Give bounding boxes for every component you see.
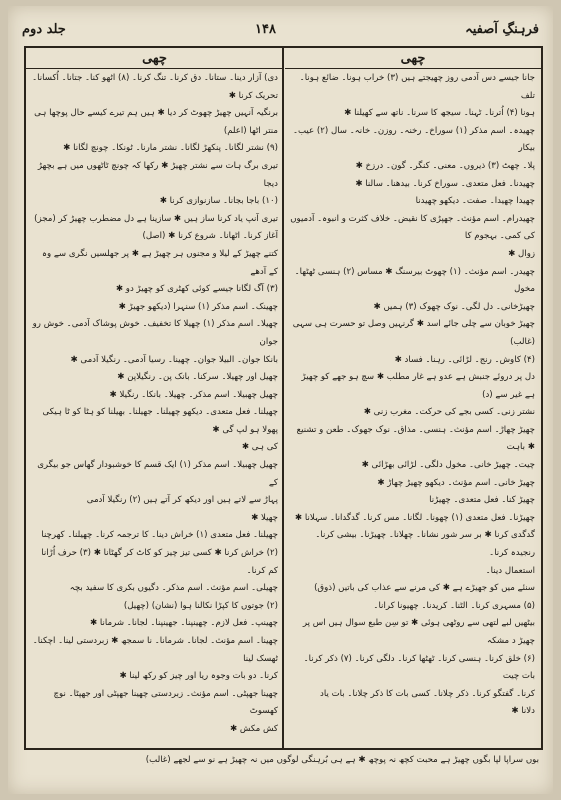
dictionary-line: زوال ✱ xyxy=(508,248,535,259)
volume-label: جلد دوم xyxy=(22,21,66,37)
dictionary-line: برنگیہ آنہیں چھیڑ چھوٹ کر دیا ✱ ہیں ہم تیرے کیسے حال پوچھا ہی منتر اٹھا (اعلم) xyxy=(34,108,278,136)
dictionary-line: کش مکش ✱ xyxy=(229,723,278,734)
dictionary-line: چیت۔ چھیڑ خانی۔ مخول دلگی۔ لڑائی بھڑائی ✱ xyxy=(361,460,535,471)
running-header xyxy=(22,18,539,40)
dictionary-line: سنئے میں کو جھیڑے ہے ✱ کی مرنے سے عذاب کی باتیں (ذوق) xyxy=(314,583,535,594)
dictionary-line: دل پر دروئے جنبش ہے عدو ہے غار مطلب ✱ سچ ہو جھے کو چھیڑ ہے غیر سے (د) xyxy=(301,372,535,400)
dictionary-line: چھیدرام۔ اسم مؤنث۔ جھپڑی کا نقیض۔ خلاف کثرت و انبوہ۔ آدمیوں کی کمی۔ بہجوم کا xyxy=(290,213,535,242)
dictionary-line: کم کرنا۔ xyxy=(246,565,278,576)
dictionary-line: چھیلا ✱ xyxy=(251,512,278,523)
dictionary-line: چھینپ۔ فعل لازم۔ چھینپنا۔ جھینپنا۔ لجانا۔ شرمانا ✱ xyxy=(89,618,278,629)
dictionary-line: (۲) جوتوں کا کپڑا نکالنا ہوا (نشان) (چھیل) xyxy=(123,600,278,611)
dictionary-line: چھیل چھبیلا۔ اسم مذکر (۱) ایک قسم کا خوشبودار گھاس جو بیگری کے xyxy=(37,460,278,488)
column-divider xyxy=(282,48,284,748)
dictionary-line: چھیدنا۔ فعل متعدی۔ سوراخ کرنا۔ بیدھنا۔ سالنا ✱ xyxy=(355,178,535,189)
dictionary-line: آغاز کرنا۔ اٹھانا۔ شروع کرنا ✱ (اصل) xyxy=(142,231,278,242)
dictionary-line: (۱۰) باجا بجانا۔ سازنوازی کرنا ✱ xyxy=(159,196,278,207)
dictionary-line: چھینا۔ اسم مؤنث۔ لجانا۔ شرمانا۔ نا سمجھ ✱ زبردستی لینا۔ اچکنا۔ ٹھسک لینا xyxy=(32,636,278,664)
dictionary-line: کرنا۔ گفتگو کرنا۔ ذکر چلانا۔ کسی بات کا ذکر چلانا۔ بات یاد xyxy=(320,688,535,699)
dictionary-line: تحریک کرنا ✱ xyxy=(228,90,278,101)
dictionary-line: کی ہی ✱ xyxy=(241,442,278,453)
dictionary-line: (۶) خلق کرنا۔ ہنسی کرنا۔ ٹھٹھا کرنا۔ دلگی کرنا۔ (۷) ذکر کرنا۔ بات چیت xyxy=(303,653,535,682)
page-sheet xyxy=(8,6,553,794)
book-title: فرہنگِ آصفیہ xyxy=(465,21,539,37)
dictionary-line: پلا۔ چھٹ (۳) ذیروں۔ معنی۔ کنگر۔ گون۔ درزخ ✱ xyxy=(355,160,535,171)
dictionary-line: پہاڑ سے لاتے ہیں اور دیکھ کر آتے ہیں (۲) رنگیلا آدمی xyxy=(86,495,278,506)
dictionary-line: نشتر زنی۔ کسی بجے کی حرکت۔ مغرب زنی ✱ xyxy=(363,407,535,418)
right-column-heading: چھی xyxy=(285,48,541,69)
dictionary-line: استعمال دینا۔ xyxy=(485,565,535,576)
dictionary-line: دی) آزار دینا۔ ستانا۔ دق کرنا۔ تنگ کرنا۔ (۸) اٹھو کنا۔ جتانا۔ اُکسانا۔ xyxy=(32,73,278,83)
dictionary-line: کرنا۔ دو بات وجوہ ریا اور چیز کو رکھ لینا ✱ xyxy=(119,671,278,682)
dictionary-line: چھیدہ۔ اسم مذکر (۱) سوراخ۔ رخنہ۔ روزن۔ خانہ۔ سال (۲) عیب۔ بیکار xyxy=(292,125,535,154)
dictionary-line: چھیدا چھیدا۔ صفت۔ دیکھو چھیدنا xyxy=(415,196,535,207)
left-column-heading: چھی xyxy=(26,48,283,69)
dictionary-line: گدگدی کرنا ✱ بر سر شور نشانا۔ چھلانا۔ چھیڑنا۔ بیشی کرنا۔ رنجیدہ کرنا۔ xyxy=(315,530,535,559)
dictionary-line: (۴) کاوش۔ رنج۔ لڑائی۔ رہنا۔ فساد ✱ xyxy=(394,354,535,365)
dictionary-line: چھیڑ خوبان سے چلی جائے اسد ✱ گرنہیں وصل تو حسرت ہی سہی (غالب) xyxy=(292,319,535,347)
dictionary-line: چھیڑخانی۔ دل لگی۔ نوک چھوک (۳) ہمیں ✱ xyxy=(373,301,535,312)
dictionary-line: (۳) آگ لگانا جیسے کوئی کھٹری کو چھیڑ دو ✱ xyxy=(115,284,278,295)
dictionary-line: چھیلا۔ اسم مذکر (۱) چھیلا کا تخفیف۔ خوش پوشاک آدمی۔ خوش رو جوان xyxy=(32,319,278,347)
dictionary-line: دلانا ✱ xyxy=(511,706,535,717)
dictionary-line: چھیلنا۔ فعل متعدی۔ دیکھو چھیلنا۔ جھیلنا۔ بھیلنا کو ہٹا کو ٹا ہیکی پھولا ہو لپ گی ✱ xyxy=(42,407,278,435)
dictionary-line: تیری برگ ہات سے نشتر چھیڑ ✱ رکھا کہ چونچ ٹاٹھوں میں ہے بچھڑ دیجا xyxy=(37,160,278,189)
dictionary-line: کتنے چھیڑ کے لیلا و مجنوں ہر چھیڑ ہے ✱ پر جھلسیں نگری سے وہ کے آدھے xyxy=(41,248,278,277)
dictionary-line: چھیڑ کنا۔ فعل متعدی۔ چھیڑنا xyxy=(429,495,535,506)
dictionary-line: چھیڑنا۔ فعل متعدی (۱) چھونا۔ لگانا۔ مس کرنا۔ گدگدانا۔ سہلانا ✱ xyxy=(294,512,535,523)
dictionary-line: چھیل چھبیلا۔ اسم مذکر۔ چھیلا۔ بانکا۔ رنگیلا ✱ xyxy=(109,389,278,400)
dictionary-line: چھیل اور چھیلا۔ سرکنا۔ بانک پن۔ رنگیلاپن ✱ xyxy=(117,372,278,383)
left-column xyxy=(32,70,278,744)
dictionary-line: بیٹھیں لبے لتھی سے روٹھی ہوئی ✱ تو سِن طبع سوال ہیں اس پر چھیڑ د مشکہ xyxy=(302,618,535,646)
dictionary-line: تیری آنپ یاد کرنا ساز ہیں ✱ سازینا ہے دل مضطرب چھیڑ کر (مجز) xyxy=(34,213,278,224)
dictionary-line: (۹) نشتر لگانا۔ پنکھڑ لگانا۔ نشتر مارنا۔ ٹونکا۔ چونچ لگانا ✱ xyxy=(63,143,278,154)
dictionary-line: (۵) مسہری کرنا۔ الٹنا۔ کریدنا۔ چھیونا کرانا۔ xyxy=(373,600,535,611)
dictionary-line: چھیلی۔ اسم مؤنث۔ اسم مذکر۔ دگیوں بکری کا سفید بچہ xyxy=(69,583,278,594)
dictionary-line: چھیڑ چھاڑ۔ اسم مؤنث۔ ہنسی۔ مذاق۔ نوک جھوک۔ طعن و تشنیع ✱ باہت xyxy=(296,424,535,453)
dictionary-line: چھیڑ خانی۔ اسم مؤنث۔ دیکھو چھیڑ چھاڑ ✱ xyxy=(377,477,535,488)
dictionary-line: چھیلنا۔ فعل متعدی (۱) خراش دینا۔ کا ترجمہ کرنا۔ چھیلنا۔ کھرچنا xyxy=(41,530,278,541)
dictionary-line: چھینا جھپٹی۔ اسم مؤنث۔ زبردستی چھینا جھپٹی اور جھپٹا۔ نوچ کھسوٹ xyxy=(53,688,278,717)
text-frame xyxy=(24,46,543,750)
dictionary-line: بانکا جوان۔ البیلا جوان۔ چھینا۔ رسیا آدمی۔ رنگیلا آدمی ✱ xyxy=(70,354,278,365)
page-footer: بوں سراپا لپا بگوں چھیڑ ہے محبت کچھ نہ پوچھ ✱ ہے ہی بُرہنگی لوگوں میں نہ چھیڑ ہے نو سے لجھے (غالب) xyxy=(145,755,539,765)
dictionary-line: ہونا (۴) اُترنا۔ ٹہنا۔ سیجھ کا سرنا۔ ناتھ سے کھیلنا ✱ xyxy=(344,108,535,119)
dictionary-line: چھینک۔ اسم مذکر (۱) سنہرا (دیکھو جھیڑ ✱ xyxy=(118,301,278,312)
dictionary-line: (۲) خراش کرنا ✱ کسی تیز چیز کو کاٹ کر گھٹانا ✱ (۳) حرف اُڑانا xyxy=(41,548,278,559)
right-column xyxy=(289,70,535,744)
page-number: ۱۴۸ xyxy=(255,21,276,37)
dictionary-line: جانا جیسے دس آدمی روز چھیجتے ہیں (۳) خراب ہونا۔ ضائع ہونا۔ تلف xyxy=(299,73,535,101)
dictionary-line: چھیدر۔ اسم مؤنث۔ (۱) چھوٹ بیرسنگ ✱ مساس (۲) ہنسی ٹھٹھا۔ مخول xyxy=(294,266,535,295)
